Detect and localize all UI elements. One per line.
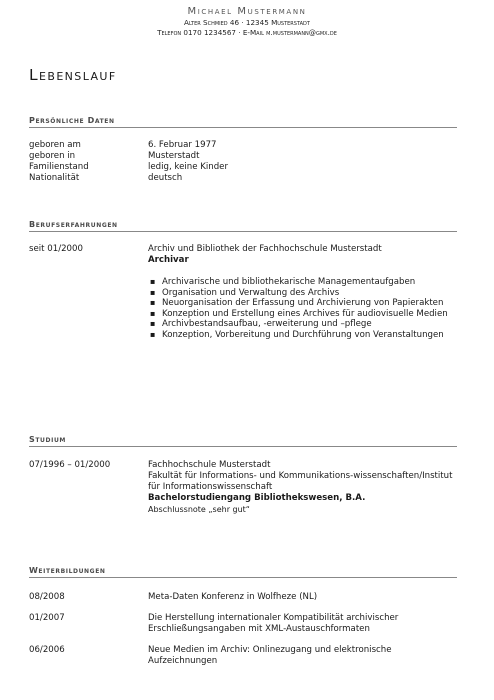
bullet-icon: ▪ [150, 287, 156, 297]
bullet-icon: ▪ [150, 308, 156, 318]
task-text: Archivarische und bibliothekarische Managementaufgaben [162, 277, 416, 287]
personal-label: geboren am [29, 140, 81, 150]
list-item [148, 330, 457, 341]
personal-row [29, 162, 457, 173]
experience-position: Archivar [148, 255, 189, 265]
experience-period: seit 01/2000 [29, 244, 83, 254]
list-item [148, 319, 457, 330]
applicant-name: Michael Mustermann [187, 6, 307, 17]
task-text: Archivbestandsaufbau, -erweiterung und –pflege [162, 319, 372, 330]
personal-row [29, 140, 457, 151]
section-heading-experience: Berufserfahrungen [29, 220, 457, 232]
study-entry [29, 460, 457, 515]
task-text: Neuorganisation der Erfassung und Archivierung von Papierakten [162, 298, 444, 309]
personal-value: 6. Februar 1977 [148, 140, 217, 150]
training-entry [29, 645, 457, 667]
training-text: Die Herstellung internationaler Kompatibilität archivischer Erschließungsangaben mit XML-Austauschformaten [148, 613, 399, 634]
applicant-contact: Telefon 0170 1234567 · E-Mail m.mustermann@gmx.de [157, 28, 337, 37]
list-item [148, 277, 457, 288]
study-faculty: Fakultät für Informations- und Kommunikations-wissenschaften/Institut für Informationswissenschaft [148, 471, 453, 492]
experience-employer: Archiv und Bibliothek der Fachhochschule Musterstadt [148, 244, 382, 254]
letterhead [0, 6, 494, 38]
personal-value: deutsch [148, 173, 183, 183]
study-period: 07/1996 – 01/2000 [29, 460, 111, 470]
experience-task-list [148, 277, 457, 341]
applicant-address: Alter Schmied 46 · 12345 Musterstadt [184, 18, 310, 27]
personal-row [29, 173, 457, 184]
task-text: Konzeption, Vorbereitung und Durchführung von Veranstaltungen [162, 329, 444, 340]
personal-value: Musterstadt [148, 151, 200, 161]
document-title: Lebenslauf [29, 66, 117, 84]
personal-value: ledig, keine Kinder [148, 162, 228, 172]
section-experience [29, 220, 457, 341]
training-text: Meta-Daten Konferenz in Wolfheze (NL) [148, 592, 318, 602]
personal-row [29, 151, 457, 162]
personal-label: Familienstand [29, 162, 89, 172]
bullet-icon: ▪ [150, 329, 156, 339]
section-heading-study: Studium [29, 435, 457, 447]
task-text: Organisation und Verwaltung des Archivs [162, 287, 340, 298]
training-date: 08/2008 [29, 592, 65, 602]
training-entry [29, 613, 457, 635]
personal-label: geboren in [29, 151, 76, 161]
study-school: Fachhochschule Musterstadt [148, 460, 271, 470]
experience-entry [29, 244, 457, 341]
training-text: Neue Medien im Archiv: Onlinezugang und elektronische Aufzeichnungen [148, 645, 392, 666]
section-study [29, 435, 457, 515]
section-heading-personal: Persönliche Daten [29, 116, 457, 128]
section-training [29, 566, 457, 667]
study-degree: Bachelorstudiengang Bibliothekswesen, B.A. [148, 493, 366, 503]
list-item [148, 288, 457, 299]
training-date: 01/2007 [29, 613, 65, 623]
section-heading-training: Weiterbildungen [29, 566, 457, 578]
training-entry [29, 592, 457, 603]
bullet-icon: ▪ [150, 298, 156, 308]
personal-label: Nationalität [29, 173, 80, 183]
list-item [148, 309, 457, 320]
section-personal [29, 116, 457, 184]
training-date: 06/2006 [29, 645, 65, 655]
study-grade: Abschlussnote „sehr gut“ [148, 505, 250, 514]
bullet-icon: ▪ [150, 277, 156, 286]
task-text: Konzeption und Erstellung eines Archives für audiovisuelle Medien [162, 308, 448, 319]
list-item [148, 298, 457, 309]
bullet-icon: ▪ [150, 319, 156, 329]
